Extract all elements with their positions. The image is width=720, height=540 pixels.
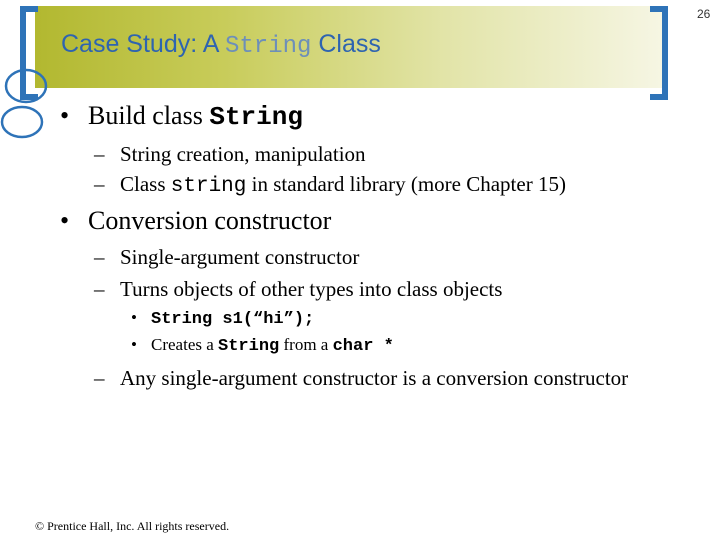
right-bracket-icon — [650, 6, 668, 100]
sub-sub-text-a: Creates a — [151, 335, 219, 354]
sub-bullet-text-b: in standard library (more Chapter 15) — [246, 172, 566, 196]
sub-sub-bullet-creates-string — [131, 335, 394, 356]
sub-sub-bullet-code-example — [131, 308, 315, 329]
dash-icon: – — [94, 277, 105, 301]
dash-icon: – — [94, 172, 105, 196]
sub-sub-code-2: char * — [332, 337, 394, 356]
sub-bullet-any-single-argument — [94, 366, 629, 391]
bullet-2-text: Conversion constructor — [88, 206, 332, 235]
title-part-2: Class — [311, 30, 381, 58]
sub-bullet-single-argument — [94, 245, 360, 270]
sub-bullet-text: Single-argument constructor — [120, 245, 360, 269]
bullet-dot-icon: • — [60, 206, 70, 235]
title-part-1: Case Study: A — [61, 30, 225, 58]
dash-icon: – — [94, 142, 105, 166]
sub-bullet-text: Any single-argument constructor is a conversion constructor — [120, 366, 629, 390]
sub-bullet-text: Turns objects of other types into class objects — [120, 277, 503, 301]
bullet-1-code: String — [209, 102, 303, 132]
sub-sub-text-b: from a — [279, 335, 333, 354]
sub-bullet-text-a: Class — [120, 172, 171, 196]
copyright-footer: © Prentice Hall, Inc. All rights reserved. — [35, 519, 230, 533]
dash-icon: – — [94, 366, 105, 390]
dash-icon: – — [94, 245, 105, 269]
title-code: String — [225, 33, 312, 60]
bullet-dot-icon: • — [60, 101, 70, 130]
bullet-conversion-constructor — [60, 206, 332, 236]
sub-bullet-turns-objects — [94, 277, 503, 302]
code-example: String s1(“hi”); — [151, 310, 315, 329]
bullet-build-class — [60, 101, 303, 132]
bullet-1-text: Build class — [88, 101, 210, 130]
sub-bullet-class-string — [94, 172, 566, 198]
slide-title — [61, 30, 381, 60]
rings-decoration-icon — [0, 66, 60, 146]
bullet-dot-icon: • — [131, 335, 137, 354]
bullet-dot-icon: • — [131, 308, 137, 327]
sub-sub-code-1: String — [218, 337, 280, 356]
page-number: 26 — [697, 7, 711, 21]
sub-bullet-code: string — [170, 175, 247, 198]
sub-bullet-string-creation — [94, 142, 366, 167]
sub-bullet-text: String creation, manipulation — [120, 142, 366, 166]
